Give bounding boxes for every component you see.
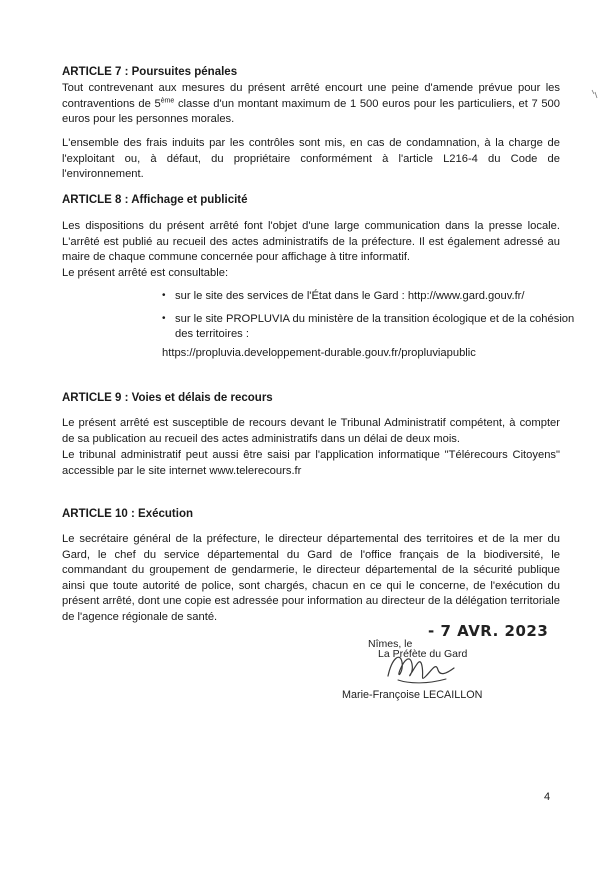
article-10-heading: ARTICLE 10 : Exécution [62,508,193,520]
article-9-paragraph-2: Le tribunal administratif peut aussi être saisi par l'application informatique "Télérecours Citoyens" accessible par le site internet www.telerecours.fr [62,449,560,477]
article-8-paragraph-2: Le présent arrêté est consultable: [62,267,229,279]
bullet-point: • [162,290,166,301]
date-stamp: - 7 AVR. 2023 [428,622,549,640]
signatory-name: Marie-Françoise LECAILLON [342,689,483,701]
article-7-paragraph-1 [62,81,560,128]
article-8-bullet-1: sur le site des services de l'État dans le Gard : http://www.gard.gouv.fr/ [175,290,525,302]
article-8-paragraph-1: Les dispositions du présent arrêté font l'objet d'une large communication dans la presse locale. L'arrêté est publié au recueil des actes administratifs de la préfecture. Il est également adressé au maire de chaque commune concernée pour affichage à titre informatif. [62,220,560,263]
page-number: 4 [544,791,551,803]
bullet-point: • [162,313,166,324]
article-8-bullet-2-line-2: des territoires : [175,328,249,340]
article-8-heading: ARTICLE 8 : Affichage et publicité [62,194,248,206]
article-9-paragraph-1: Le présent arrêté est susceptible de recours devant le Tribunal Administratif compétent, à compter de sa publication au recueil des actes administratifs dans un délai de deux mois. [62,417,560,445]
article-7-heading: ARTICLE 7 : Poursuites pénales [62,66,238,78]
article-9-heading: ARTICLE 9 : Voies et délais de recours [62,392,273,404]
article-7-text-b: classe d'un montant maximum de 1 500 euros pour les particuliers, et 7 500 euros pour les personnes morales. [62,97,561,125]
article-7-paragraph-2: L'ensemble des frais induits par les contrôles sont mis, en cas de condamnation, à la charge de l'exploitant ou, à défaut, du propriétaire conformément à l'article L216-4 du Code de l'environnement. [62,137,560,180]
propluvia-url: https://propluvia.developpement-durable.gouv.fr/propluviapublic [162,347,476,359]
article-7-superscript: ème [160,96,175,104]
article-10-paragraph-1: Le secrétaire général de la préfecture, le directeur départemental des territoires et de la mer du Gard, le chef du service départemental du Gard de l'office français de la biodiversité, le commandant du groupement de gendarmerie, le directeur départemental de la sécurité publique ainsi que toute autorité de police, sont chargés, chacun en ce qui le concerne, de l'exécution du présent arrêté, dont une copie est adressée pour information au directeur de la délégation territoriale de l'agence régionale de santé. [62,533,560,623]
article-7-text-a: Tout contrevenant aux mesures du présent arrêté encourt une peine d'amende prévue pour les contraventions de 5 [62,82,560,110]
signature-title: La Préfète du Gard [378,648,468,660]
article-8-bullet-2-line-1: sur le site PROPLUVIA du ministère de la transition écologique et de la cohésion [175,313,575,325]
handwritten-signature [376,646,466,688]
signature-place: Nîmes, le [368,638,413,650]
scan-mark [590,88,600,102]
